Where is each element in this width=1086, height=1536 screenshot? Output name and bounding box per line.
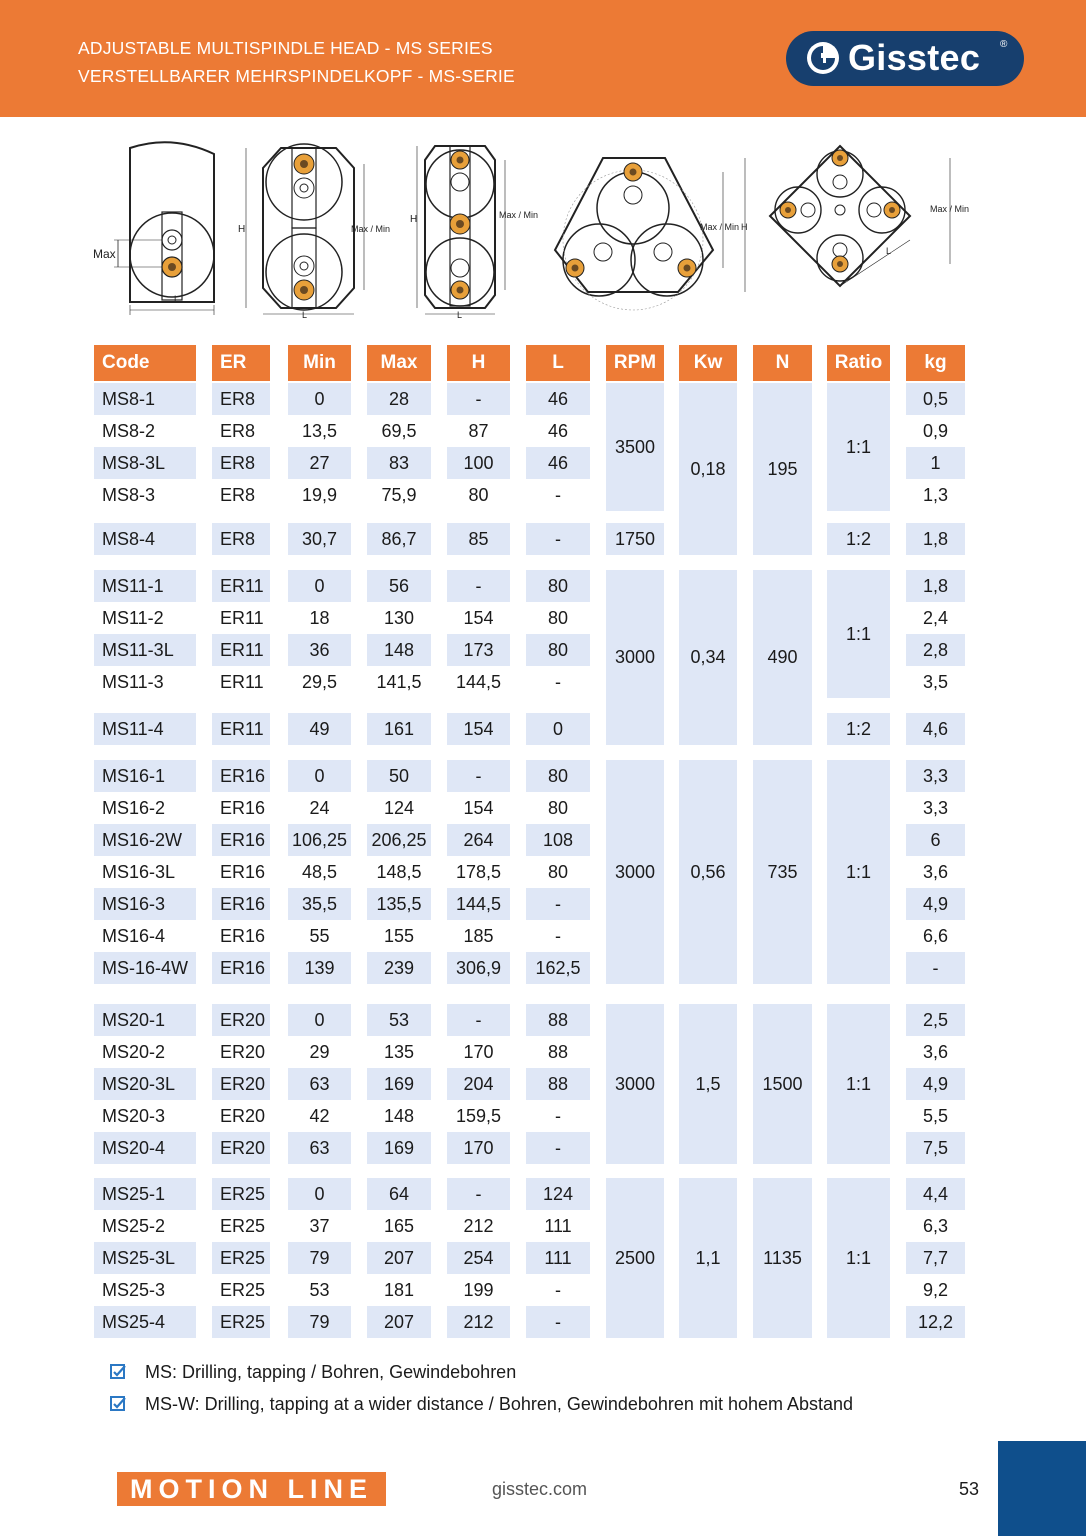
table-cell: 85: [447, 523, 510, 555]
diagram-double-spindle-drawing: [236, 140, 396, 320]
table-cell: 1,8: [906, 523, 965, 555]
header-title: [78, 34, 515, 90]
table-cell: ER8: [220, 421, 256, 441]
table-cell: ER25: [220, 1216, 266, 1236]
checkbox-checked-icon: [110, 1364, 126, 1380]
table-cell: 111: [526, 1242, 590, 1274]
table-cell: ER25: [212, 1306, 270, 1338]
table-cell: 185: [463, 926, 494, 946]
merged-cell: 1135: [753, 1178, 812, 1338]
table-cell: 170: [463, 1042, 494, 1062]
table-cell: -: [447, 1178, 510, 1210]
table-cell: 80: [526, 760, 590, 792]
header-cell: H: [447, 345, 510, 381]
table-cell: 204: [447, 1068, 510, 1100]
table-cell: ER25: [212, 1178, 270, 1210]
table-cell: ER20: [212, 1004, 270, 1036]
table-cell: 42: [309, 1106, 330, 1126]
table-cell: 88: [526, 1068, 590, 1100]
table-cell: -: [555, 485, 561, 505]
merged-cell: 3000: [606, 1004, 664, 1164]
table-cell: 3,3: [922, 798, 949, 818]
table-cell: 0: [288, 1004, 351, 1036]
table-cell: MS25-3: [102, 1280, 166, 1300]
table-cell: MS16-2W: [94, 824, 196, 856]
table-cell: 13,5: [301, 421, 338, 441]
table-cell: ER11: [212, 713, 270, 745]
checkbox-checked-icon: [110, 1396, 126, 1412]
label-maxmin: Max / Min: [930, 204, 970, 214]
table-cell: MS8-4: [94, 523, 196, 555]
header-cell: L: [526, 345, 590, 381]
table-cell: -: [526, 1132, 590, 1164]
table-cell: 169: [367, 1132, 431, 1164]
table-cell: 6,3: [922, 1216, 949, 1236]
table-cell: -: [555, 672, 561, 692]
label-max: Max: [93, 247, 116, 261]
diagram-triangle-drawing: [553, 140, 753, 300]
footer-website-link[interactable]: gisstec.com: [492, 1479, 588, 1499]
table-cell: 148: [383, 1106, 415, 1126]
table-cell: 46: [547, 421, 569, 441]
table-cell: 135,5: [367, 888, 431, 920]
table-cell: 239: [367, 952, 431, 984]
table-cell: MS20-2: [102, 1042, 166, 1062]
table-cell: 63: [288, 1068, 351, 1100]
table-cell: MS20-3: [102, 1106, 166, 1126]
merged-cell: 1:1: [827, 570, 890, 698]
table-cell: 162,5: [526, 952, 590, 984]
table-cell: ER16: [220, 798, 266, 818]
table-cell: ER25: [212, 1242, 270, 1274]
table-cell: 9,2: [922, 1280, 949, 1300]
merged-cell: 1:1: [827, 1004, 890, 1164]
header-cell: Max: [367, 345, 431, 381]
header-cell: Ratio: [827, 345, 890, 381]
header-cell: N: [753, 345, 812, 381]
merged-cell: 1:1: [827, 760, 890, 984]
table-cell: 0: [288, 760, 351, 792]
table-cell: 254: [447, 1242, 510, 1274]
table-cell: 3,5: [922, 672, 949, 692]
table-cell: 212: [447, 1306, 510, 1338]
table-cell: ER25: [220, 1280, 266, 1300]
merged-cell: 1750: [606, 523, 664, 555]
table-cell: 212: [463, 1216, 494, 1236]
table-cell: 154: [463, 608, 494, 628]
table-cell: 1,8: [906, 570, 965, 602]
table-cell: MS25-3L: [94, 1242, 196, 1274]
table-cell: ER16: [212, 824, 270, 856]
table-cell: MS20-3L: [94, 1068, 196, 1100]
table-cell: 2,8: [906, 634, 965, 666]
table-cell: 154: [463, 798, 494, 818]
table-cell: 199: [463, 1280, 494, 1300]
table-cell: 139: [288, 952, 351, 984]
table-cell: MS25-1: [94, 1178, 196, 1210]
table-cell: MS-16-4W: [94, 952, 196, 984]
label-l: L: [302, 310, 308, 320]
table-cell: 7,5: [906, 1132, 965, 1164]
table-cell: MS11-3L: [94, 634, 196, 666]
table-cell: 3,3: [906, 760, 965, 792]
label-maxmin: Max / Min: [351, 224, 391, 234]
table-cell: MS16-1: [94, 760, 196, 792]
table-cell: 124: [526, 1178, 590, 1210]
page-number: 53: [959, 1479, 980, 1499]
table-cell: 178,5: [455, 862, 502, 882]
merged-cell: 0,56: [679, 760, 737, 984]
label-l: L: [457, 310, 463, 320]
table-cell: MS8-3: [102, 485, 156, 505]
header-cell: Min: [288, 345, 351, 381]
title-english: ADJUSTABLE MULTISPINDLE HEAD - MS SERIES: [78, 38, 493, 58]
table-cell: 0: [526, 713, 590, 745]
merged-cell: 2500: [606, 1178, 664, 1338]
table-cell: MS8-2: [102, 421, 156, 441]
table-cell: 306,9: [447, 952, 510, 984]
label-l: L: [174, 294, 180, 304]
table-cell: 169: [367, 1068, 431, 1100]
table-cell: -: [555, 1280, 561, 1300]
table-cell: 87: [468, 421, 489, 441]
table-cell: 86,7: [367, 523, 431, 555]
table-cell: 29: [309, 1042, 330, 1062]
table-cell: ER16: [220, 926, 266, 946]
label-maxmin: Max / Min: [499, 210, 539, 220]
table-cell: 75,9: [381, 485, 417, 505]
table-cell: 48,5: [301, 862, 338, 882]
table-cell: 83: [367, 447, 431, 479]
merged-cell: 3500: [606, 383, 664, 511]
table-cell: 79: [288, 1242, 351, 1274]
table-cell: MS11-2: [102, 608, 164, 628]
header-cell: RPM: [606, 345, 664, 381]
table-cell: 6: [906, 824, 965, 856]
header-banner: [0, 0, 1086, 117]
diagram-single-spindle-drawing: [92, 140, 227, 320]
table-cell: 18: [309, 608, 330, 628]
table-cell: 0: [288, 1178, 351, 1210]
table-cell: 63: [288, 1132, 351, 1164]
table-cell: 37: [309, 1216, 330, 1236]
table-cell: 135: [383, 1042, 415, 1062]
table-cell: 207: [367, 1306, 431, 1338]
table-cell: 53: [309, 1280, 330, 1300]
table-cell: 0,9: [922, 421, 949, 441]
table-cell: 141,5: [376, 672, 422, 692]
table-cell: 88: [547, 1042, 569, 1062]
table-cell: -: [447, 570, 510, 602]
table-cell: ER8: [212, 383, 270, 415]
table-cell: -: [906, 952, 965, 984]
table-cell: -: [526, 888, 590, 920]
table-cell: ER11: [220, 672, 264, 692]
table-cell: ER11: [212, 570, 270, 602]
table-cell: -: [447, 760, 510, 792]
table-cell: -: [555, 1106, 561, 1126]
table-cell: 130: [383, 608, 415, 628]
merged-cell: 195: [753, 383, 812, 555]
table-cell: 4,9: [906, 888, 965, 920]
table-cell: 55: [309, 926, 330, 946]
table-cell: 100: [447, 447, 510, 479]
table-cell: MS8-1: [94, 383, 196, 415]
table-cell: MS20-4: [94, 1132, 196, 1164]
footer-brand-motion-line: MOTION LINE: [117, 1472, 386, 1506]
table-cell: ER11: [212, 634, 270, 666]
table-cell: 80: [526, 570, 590, 602]
merged-cell: 3000: [606, 760, 664, 984]
table-cell: 3,6: [922, 862, 949, 882]
table-cell: 1,3: [922, 485, 949, 505]
logo-text: Gisstec: [848, 37, 981, 78]
table-cell: 12,2: [906, 1306, 965, 1338]
merged-cell: 0,18: [679, 383, 737, 555]
merged-cell: 0,34: [679, 570, 737, 745]
table-cell: 49: [288, 713, 351, 745]
table-cell: 7,7: [906, 1242, 965, 1274]
table-cell: ER16: [212, 952, 270, 984]
table-cell: ER20: [220, 1042, 266, 1062]
diagram-three-spindle-triangle: [553, 140, 753, 300]
table-cell: 264: [447, 824, 510, 856]
merged-cell: 1:1: [827, 1178, 890, 1338]
table-cell: 5,5: [922, 1106, 949, 1126]
table-cell: 148: [367, 634, 431, 666]
table-cell: 2,4: [922, 608, 949, 628]
table-cell: 6,6: [922, 926, 949, 946]
diagram-cross-drawing: [774, 140, 974, 300]
diagram-single-spindle: [92, 140, 227, 320]
table-cell: MS25-2: [102, 1216, 166, 1236]
table-cell: 29,5: [301, 672, 338, 692]
diagram-triple-inline-drawing: [405, 140, 540, 320]
table-cell: -: [555, 926, 561, 946]
merged-cell: 1:1: [827, 383, 890, 511]
table-cell: MS11-1: [94, 570, 196, 602]
table-cell: ER16: [212, 760, 270, 792]
merged-cell: 1:2: [827, 523, 890, 555]
table-cell: ER20: [220, 1106, 266, 1126]
merged-cell: 735: [753, 760, 812, 984]
merged-cell: 3000: [606, 570, 664, 745]
table-cell: 80: [547, 798, 569, 818]
table-cell: 159,5: [455, 1106, 502, 1126]
table-cell: 144,5: [455, 672, 502, 692]
table-cell: 155: [383, 926, 415, 946]
table-cell: 30,7: [288, 523, 351, 555]
table-cell: 206,25: [367, 824, 431, 856]
table-cell: -: [447, 1004, 510, 1036]
table-cell: 27: [288, 447, 351, 479]
table-cell: MS20-1: [94, 1004, 196, 1036]
table-cell: ER20: [212, 1132, 270, 1164]
table-cell: 80: [547, 608, 569, 628]
table-cell: 24: [309, 798, 330, 818]
table-cell: 154: [447, 713, 510, 745]
header-cell: Kw: [679, 345, 737, 381]
diagram-triple-inline-spindle: [405, 140, 540, 320]
table-cell: -: [526, 523, 590, 555]
corner-accent-block: [998, 1441, 1086, 1536]
diagram-double-spindle: [236, 140, 396, 320]
table-cell: 50: [367, 760, 431, 792]
table-cell: ER8: [212, 447, 270, 479]
table-cell: 161: [367, 713, 431, 745]
table-cell: 124: [383, 798, 415, 818]
table-cell: 28: [367, 383, 431, 415]
table-cell: ER8: [220, 485, 256, 505]
label-maxmin: Max / Min: [700, 222, 740, 232]
merged-cell: 1:2: [827, 713, 890, 745]
table-cell: 80: [526, 634, 590, 666]
table-cell: MS11-4: [94, 713, 196, 745]
table-cell: 165: [383, 1216, 415, 1236]
table-cell: 88: [526, 1004, 590, 1036]
label-h: H: [741, 222, 748, 232]
table-cell: 170: [447, 1132, 510, 1164]
table-cell: 35,5: [288, 888, 351, 920]
table-cell: 144,5: [447, 888, 510, 920]
label-h: H: [410, 214, 418, 225]
table-cell: 69,5: [381, 421, 417, 441]
table-cell: 0: [288, 383, 351, 415]
table-cell: MS16-4: [102, 926, 166, 946]
header-cell: Code: [94, 345, 196, 381]
title-german: VERSTELLBARER MEHRSPINDELKOPF - MS-SERIE: [78, 66, 515, 86]
table-cell: 173: [447, 634, 510, 666]
table-cell: ER16: [220, 862, 266, 882]
table-cell: 80: [547, 862, 569, 882]
table-cell: MS11-3: [102, 672, 164, 692]
merged-cell: 1,5: [679, 1004, 737, 1164]
table-cell: MS25-4: [94, 1306, 196, 1338]
table-cell: 46: [526, 447, 590, 479]
table-cell: ER20: [212, 1068, 270, 1100]
table-cell: 4,9: [906, 1068, 965, 1100]
table-cell: 108: [526, 824, 590, 856]
table-cell: 106,25: [288, 824, 351, 856]
table-cell: ER11: [220, 608, 264, 628]
table-cell: 46: [526, 383, 590, 415]
header-cell: ER: [212, 345, 270, 381]
table-cell: MS16-2: [102, 798, 166, 818]
note-text: MS: Drilling, tapping / Bohren, Gewindebohren: [145, 1362, 517, 1382]
label-l: L: [886, 246, 892, 256]
table-cell: 56: [367, 570, 431, 602]
gisstec-mark-icon: [806, 41, 840, 75]
table-cell: 64: [367, 1178, 431, 1210]
table-cell: 0: [288, 570, 351, 602]
diagram-four-spindle-cross: [774, 140, 974, 300]
table-cell: 80: [468, 485, 489, 505]
table-cell: 4,6: [906, 713, 965, 745]
table-cell: -: [526, 1306, 590, 1338]
table-cell: 181: [383, 1280, 415, 1300]
table-cell: 148,5: [376, 862, 422, 882]
table-cell: 0,5: [906, 383, 965, 415]
header-cell: kg: [906, 345, 965, 381]
table-cell: 3,6: [922, 1042, 949, 1062]
table-cell: 79: [288, 1306, 351, 1338]
label-h: H: [238, 224, 246, 235]
table-cell: 207: [367, 1242, 431, 1274]
table-cell: 36: [288, 634, 351, 666]
merged-cell: 1,1: [679, 1178, 737, 1338]
logo-registered-mark: ®: [1000, 39, 1008, 50]
table-cell: 1: [906, 447, 965, 479]
note-text: MS-W: Drilling, tapping at a wider distance / Bohren, Gewindebohren mit hohem Abstand: [145, 1394, 854, 1414]
table-cell: 19,9: [301, 485, 338, 505]
table-cell: 53: [367, 1004, 431, 1036]
table-cell: ER16: [212, 888, 270, 920]
table-cell: MS16-3: [94, 888, 196, 920]
table-cell: MS8-3L: [94, 447, 196, 479]
merged-cell: 1500: [753, 1004, 812, 1164]
gisstec-logo: [786, 31, 1024, 86]
table-cell: 111: [544, 1216, 572, 1236]
table-cell: 4,4: [906, 1178, 965, 1210]
table-cell: MS16-3L: [102, 862, 176, 882]
table-cell: ER8: [212, 523, 270, 555]
merged-cell: 490: [753, 570, 812, 745]
table-cell: 2,5: [906, 1004, 965, 1036]
table-cell: -: [447, 383, 510, 415]
